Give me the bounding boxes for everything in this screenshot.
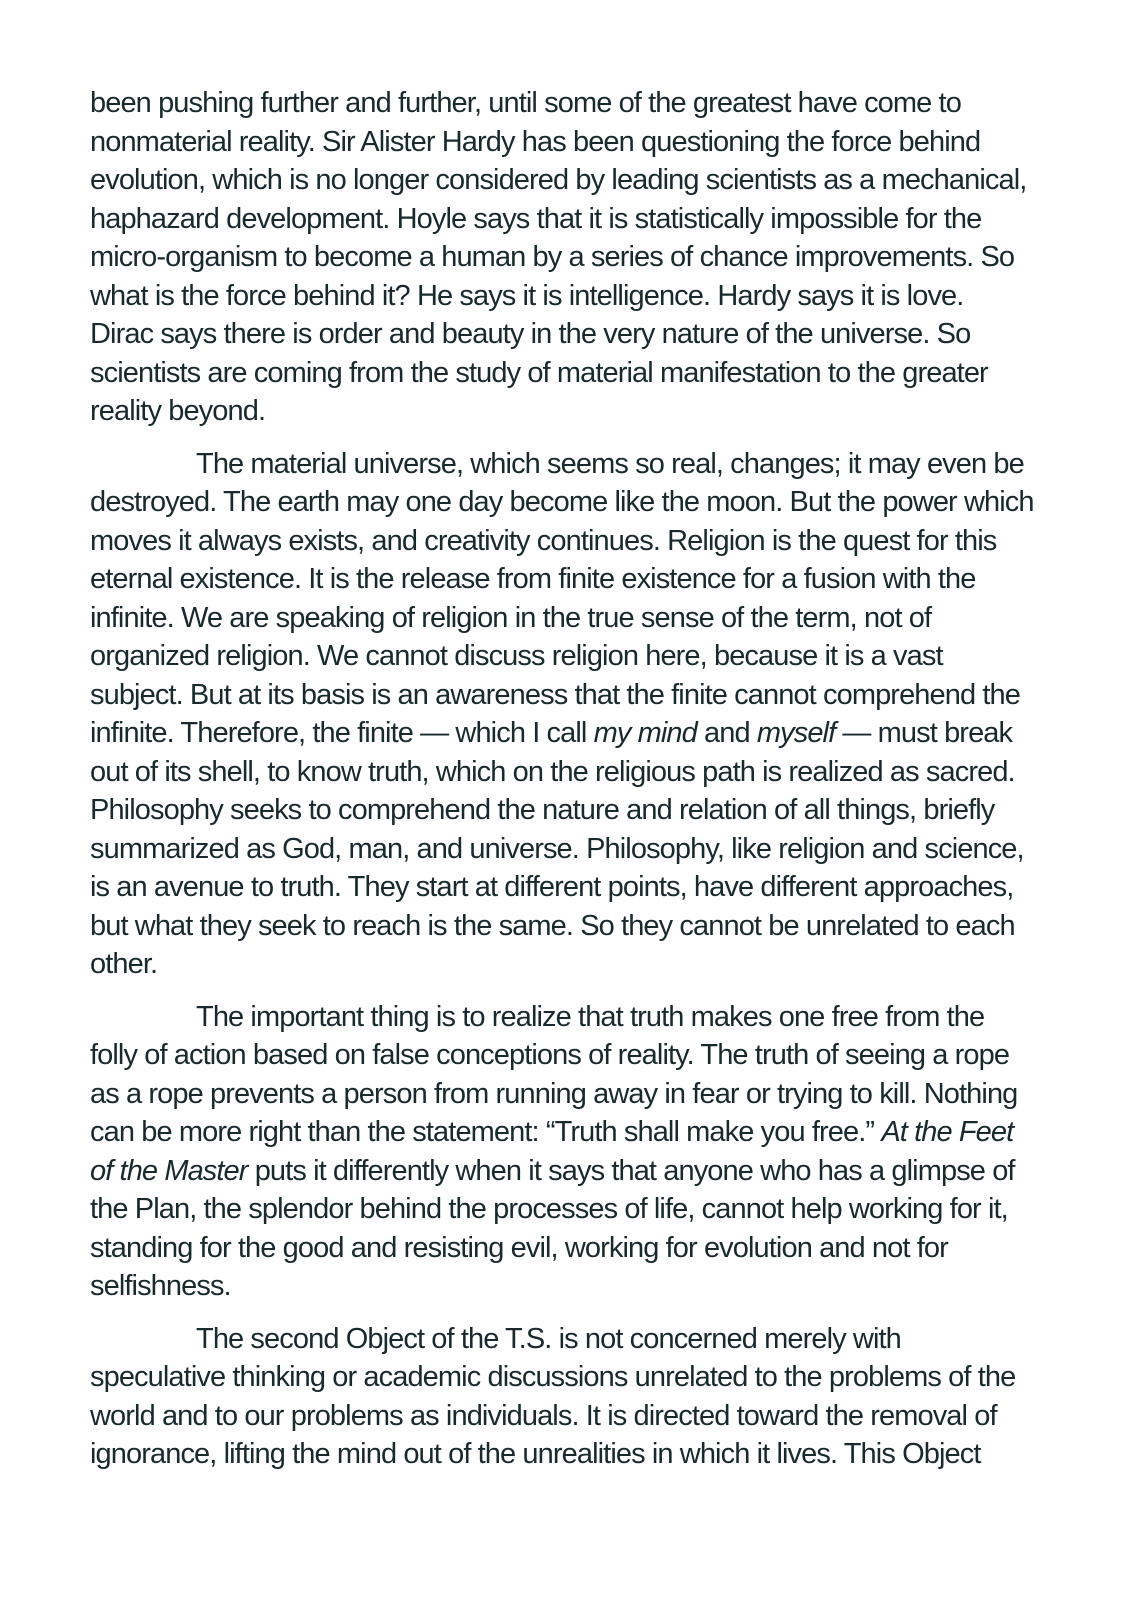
paragraph: [90, 84, 1075, 431]
text-line: [90, 868, 1075, 907]
page-text: [90, 84, 1075, 1488]
text-line: [90, 753, 1075, 792]
text-line: [90, 1036, 1075, 1075]
text-line: [90, 315, 1075, 354]
text-line: [90, 907, 1075, 946]
text-run: eternal existence. It is the release from finite existence for a fusion with the: [90, 563, 976, 595]
text-run: organized religion. We cannot discuss religion here, because it is a vast: [90, 640, 943, 672]
text-line: [90, 354, 1075, 393]
text-run: Philosophy seeks to comprehend the nature and relation of all things, briefly: [90, 794, 995, 826]
text-run: selfishness.: [90, 1270, 231, 1302]
text-run: The material universe, which seems so real, changes; it may even be: [196, 447, 1024, 480]
text-run: folly of action based on false conceptions of reality. The truth of seeing a rope: [90, 1039, 1010, 1071]
text-line: [90, 200, 1075, 239]
paragraph: [90, 445, 1075, 984]
text-line: [90, 1358, 1075, 1397]
text-run: and: [696, 717, 757, 749]
text-line: [90, 830, 1075, 869]
text-run: the Plan, the splendor behind the processes of life, cannot help working for it,: [90, 1193, 1008, 1225]
text-line: [90, 998, 1075, 1037]
text-run: other.: [90, 948, 158, 980]
text-line: [90, 560, 1075, 599]
text-line: [90, 945, 1075, 984]
text-run: standing for the good and resisting evil, working for evolution and not for: [90, 1231, 948, 1264]
text-run: speculative thinking or academic discussions unrelated to the problems of the: [90, 1361, 1016, 1393]
text-line: [90, 161, 1075, 200]
text-run: The second Object of the T.S. is not concerned merely with: [196, 1322, 901, 1355]
text-line: [90, 714, 1075, 753]
text-run: Dirac says there is order and beauty in the very nature of the universe. So: [90, 318, 971, 350]
text-line: [90, 1190, 1075, 1229]
text-run: ignorance, lifting the mind out of the unrealities in which it lives. This Object: [90, 1438, 981, 1470]
text-run: The important thing is to realize that truth makes one free from the: [196, 1000, 985, 1033]
text-run: — must break: [835, 717, 1013, 749]
text-line: [90, 676, 1075, 715]
text-line: [90, 1075, 1075, 1114]
text-run: infinite. We are speaking of religion in the true sense of the term, not of: [90, 601, 932, 634]
italic-text-run: of the Master: [90, 1154, 248, 1187]
text-run: haphazard development. Hoyle says that it is statistically impossible for the: [90, 202, 982, 235]
text-line: [90, 1152, 1075, 1191]
text-run: infinite. Therefore, the finite — which I call: [90, 717, 594, 749]
text-line: [90, 1229, 1075, 1268]
text-run: nonmaterial reality. Sir Alister Hardy has been questioning the force behind: [90, 125, 981, 158]
text-line: [90, 637, 1075, 676]
text-run: micro-organism to become a human by a series of chance improvements. So: [90, 241, 1015, 273]
italic-text-run: At the Feet: [881, 1116, 1014, 1148]
text-run: moves it always exists, and creativity continues. Religion is the quest for this: [90, 524, 997, 557]
text-line: [90, 1267, 1075, 1306]
text-line: [90, 1320, 1075, 1359]
text-run: world and to our problems as individuals. It is directed toward the removal of: [90, 1399, 997, 1432]
text-line: [90, 445, 1075, 484]
text-line: [90, 1113, 1075, 1152]
text-line: [90, 791, 1075, 830]
text-line: [90, 483, 1075, 522]
text-run: scientists are coming from the study of material manifestation to the greater: [90, 356, 988, 389]
text-run: as a rope prevents a person from running away in fear or trying to kill. Nothing: [90, 1077, 1018, 1110]
text-line: [90, 599, 1075, 638]
italic-text-run: myself: [756, 717, 836, 749]
text-line: [90, 84, 1075, 123]
italic-text-run: my mind: [593, 717, 697, 749]
text-run: summarized as God, man, and universe. Philosophy, like religion and science,: [90, 832, 1024, 865]
paragraph: [90, 1320, 1075, 1474]
text-line: [90, 392, 1075, 431]
text-run: but what they seek to reach is the same. So they cannot be unrelated to each: [90, 909, 1015, 942]
text-run: what is the force behind it? He says it is intelligence. Hardy says it is love.: [90, 279, 964, 312]
text-run: evolution, which is no longer considered by leading scientists as a mechanical,: [90, 164, 1027, 196]
paragraph: [90, 998, 1075, 1306]
text-run: out of its shell, to know truth, which on the religious path is realized as sacred.: [90, 755, 1015, 788]
text-run: subject. But at its basis is an awareness that the finite cannot comprehend the: [90, 678, 1020, 711]
text-run: destroyed. The earth may one day become like the moon. But the power which: [90, 486, 1034, 518]
text-run: been pushing further and further, until some of the greatest have come to: [90, 87, 961, 119]
text-run: is an avenue to truth. They start at different points, have different approaches,: [90, 871, 1014, 903]
text-line: [90, 1435, 1075, 1474]
text-line: [90, 277, 1075, 316]
text-run: can be more right than the statement: “Truth shall make you free.”: [90, 1116, 882, 1148]
text-line: [90, 238, 1075, 277]
text-run: reality beyond.: [90, 395, 266, 427]
text-run: puts it differently when it says that anyone who has a glimpse of: [247, 1154, 1015, 1187]
text-line: [90, 1397, 1075, 1436]
text-line: [90, 123, 1075, 162]
text-line: [90, 522, 1075, 561]
